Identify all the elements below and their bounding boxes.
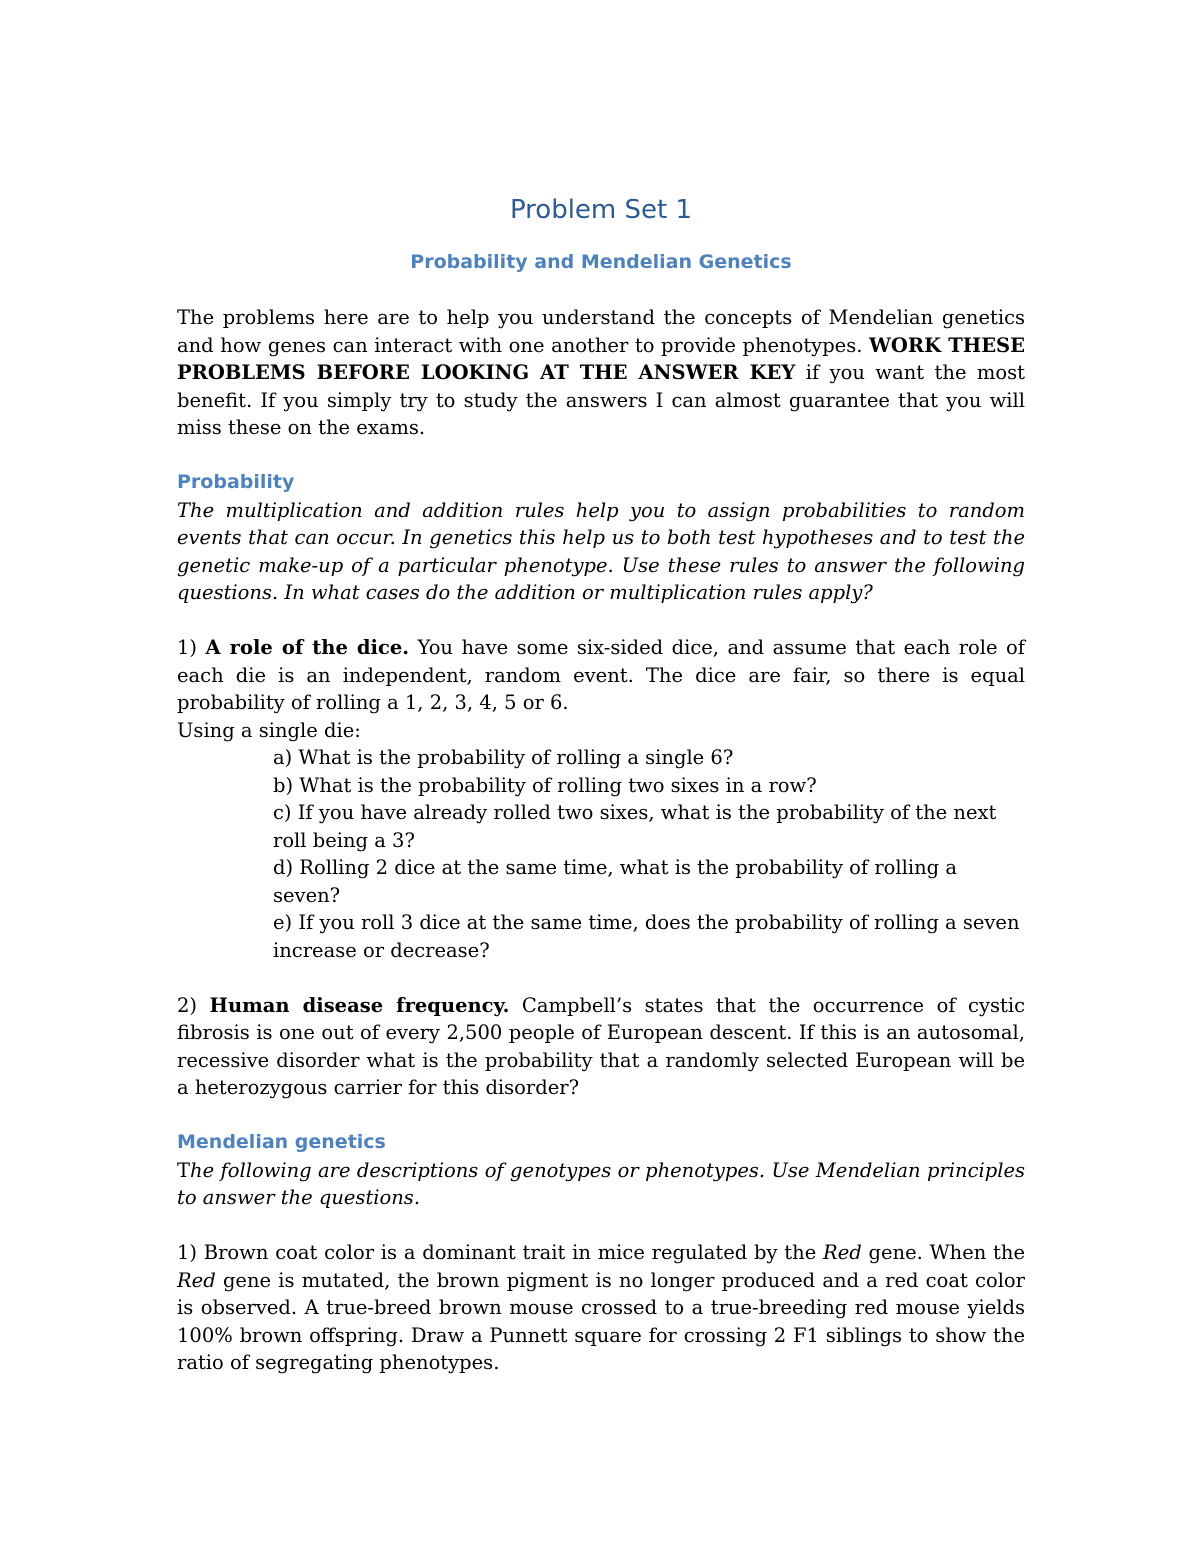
probability-description: The multiplication and addition rules help you to assign probabilities to random events that can occur. In genetics this help us to both test hypotheses and to test the genetic make-up of a particular phenotype. Use these rules to answer the following questions. In what cases do the addition or multiplication rules apply?	[177, 498, 1025, 604]
gene-name: Red	[177, 1268, 216, 1292]
subquestion-b: b) What is the probability of rolling two sixes in a row?	[273, 773, 817, 797]
page-title: Problem Set 1	[509, 195, 693, 225]
intro-warning: WORK THESE PROBLEMS BEFORE LOOKING AT THE ANSWER KEY	[177, 333, 1026, 384]
intro-paragraph	[177, 304, 1025, 442]
mendelian-description	[177, 1157, 1025, 1212]
gene-name: Red	[823, 1241, 862, 1264]
question-text: gene. When the	[861, 1241, 1025, 1264]
probability-question-1	[177, 634, 1025, 717]
document-page	[177, 190, 1025, 1377]
page-subtitle: Probability and Mendelian Genetics	[410, 251, 792, 273]
subquestion-c: c) If you have already rolled two sixes, what is the probability of the next roll being a 3?	[273, 801, 997, 852]
question-text: gene is mutated, the brown pigment is no longer produced and a red coat color is observed. A true-breed brown mouse crossed to a true-breeding red mouse yields 100% brown offspring. Draw a Punnett square for crossing 2 F1 siblings to show the ratio of segregating phenotypes.	[177, 1268, 1025, 1374]
question-number: 2)	[177, 993, 210, 1017]
probability-heading: Probability	[177, 471, 295, 493]
subquestion-list	[177, 744, 1025, 964]
subquestion-a: a) What is the probability of rolling a single 6?	[273, 746, 734, 769]
mendelian-question-1	[177, 1239, 1025, 1377]
subquestion-d: d) Rolling 2 dice at the same time, what is the probability of rolling a seven?	[273, 856, 957, 907]
intro-text-2: if you want the most benefit. If you simply try to study the answers I can almost guarantee that you will miss these on the exams.	[177, 361, 1025, 439]
intro-text-1: The problems here are to help you understand the concepts of Mendelian genetics and how genes can interact with one another to provide phenotypes.	[177, 306, 1025, 357]
question-text: You have some six-sided dice, and assume that each role of each die is an independent, random event. The dice are fair, so there is equal probability of rolling a 1, 2, 3, 4, 5 or 6.	[177, 636, 1025, 714]
question-lead: Using a single die:	[177, 718, 361, 742]
mendelian-heading: Mendelian genetics	[177, 1131, 386, 1153]
subquestion-e: e) If you roll 3 dice at the same time, does the probability of rolling a seven increase or decrease?	[273, 911, 1020, 962]
mendelian-description-lead: T	[177, 1158, 191, 1182]
question-text: 1) Brown coat color is a dominant trait in mice regulated by the	[177, 1241, 824, 1264]
mendelian-description-text: he following are descriptions of genotypes or phenotypes. Use Mendelian principles to answer the questions.	[177, 1158, 1025, 1209]
question-title: A role of the dice.	[205, 636, 410, 659]
question-number: 1)	[177, 636, 206, 659]
question-title: Human disease frequency.	[209, 993, 510, 1017]
probability-question-2	[177, 992, 1025, 1102]
question-text: Campbell’s states that the occurrence of cystic fibrosis is one out of every 2,500 people of European descent. If this is an autosomal, recessive disorder what is the probability that a randomly selected European will be a heterozygous carrier for this disorder?	[177, 993, 1025, 1099]
